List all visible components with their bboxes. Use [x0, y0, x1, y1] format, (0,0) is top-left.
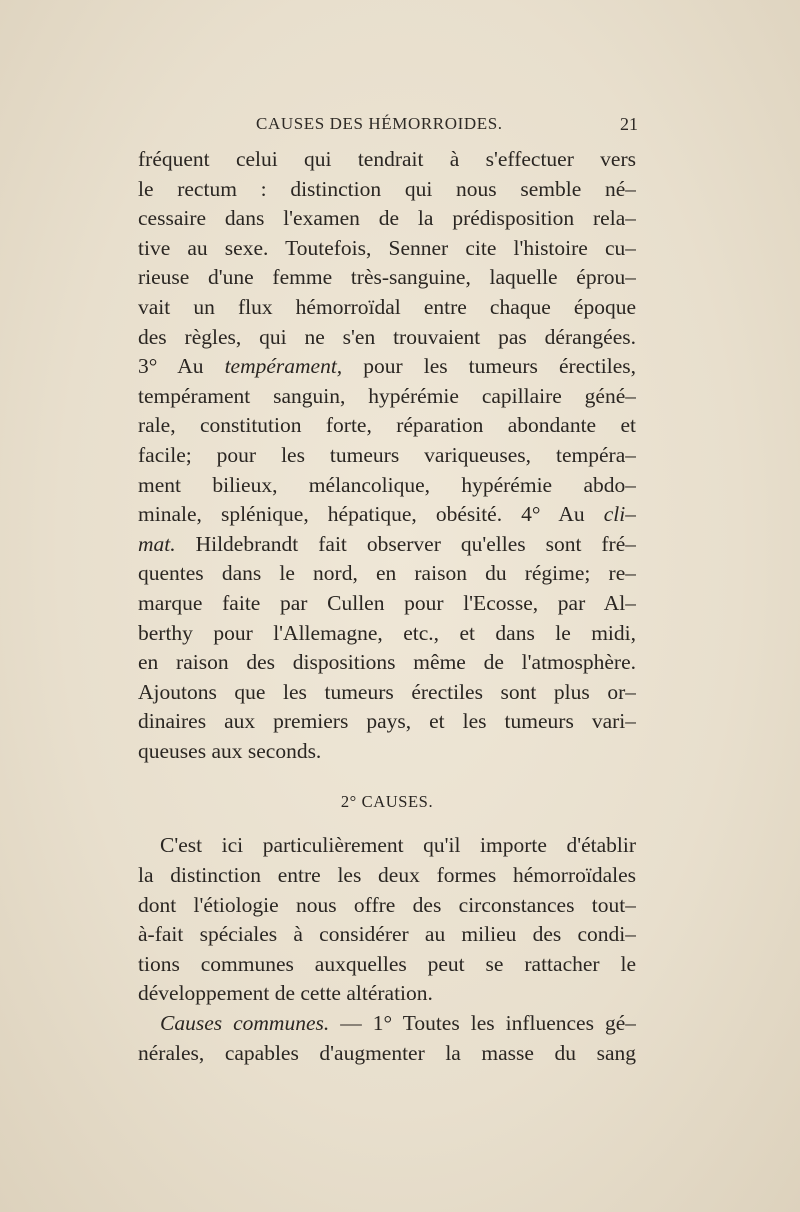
paragraph-causes-communes: [138, 1009, 636, 1068]
text-line: quentes dans le nord, en raison du régime; re–: [138, 561, 636, 586]
text-run: 3° Au: [138, 354, 225, 379]
text-line: tive au sexe. Toutefois, Senner cite l'histoire cu–: [138, 235, 636, 260]
italic-term: tempérament,: [224, 354, 343, 379]
text-line: nérales, capables d'augmenter la masse du sang: [138, 1040, 636, 1065]
text-line: des règles, qui ne s'en trouvaient pas dérangées.: [138, 324, 636, 349]
text-line: vait un flux hémorroïdal entre chaque époque: [138, 294, 636, 319]
text-line: facile; pour les tumeurs variqueuses, tempéra–: [138, 442, 636, 467]
text-line: [138, 352, 636, 382]
text-line: cessaire dans l'examen de la prédisposition rela–: [138, 206, 636, 231]
text-line: C'est ici particulièrement qu'il importe d'établir: [160, 833, 636, 858]
text-line: dinaires aux premiers pays, et les tumeurs vari–: [138, 709, 636, 734]
text-line: [138, 1009, 636, 1039]
text-line: le rectum : distinction qui nous semble né–: [138, 176, 636, 201]
running-head: CAUSES DES HÉMORROIDES.: [256, 114, 503, 133]
text-line: marque faite par Cullen pour l'Ecosse, par Al–: [138, 590, 636, 615]
text-line: la distinction entre les deux formes hémorroïdales: [138, 863, 636, 888]
text-line: [138, 530, 636, 560]
text-line: Ajoutons que les tumeurs érectiles sont plus or–: [138, 679, 636, 704]
text-run: Hildebrandt fait observer qu'elles sont fré–: [175, 531, 636, 556]
text-line: à-fait spéciales à considérer au milieu des condi–: [138, 922, 636, 947]
text-line: en raison des dispositions même de l'atmosphère.: [138, 650, 636, 675]
text-line: tempérament sanguin, hypérémie capillaire géné–: [138, 383, 636, 408]
text-run: pour les tumeurs érectiles,: [342, 354, 636, 379]
text-run: minale, splénique, hépatique, obésité. 4° Au: [138, 502, 604, 527]
text-run: — 1° Toutes les influences gé–: [329, 1011, 636, 1036]
text-line: dont l'étiologie nous offre des circonstances tout–: [138, 892, 636, 917]
italic-term: Causes communes.: [160, 1011, 330, 1036]
text-line: tions communes auxquelles peut se rattacher le: [138, 951, 636, 976]
text-line: ment bilieux, mélancolique, hypérémie abdo–: [138, 472, 636, 497]
page-number: 21: [620, 114, 638, 134]
page-body: [138, 145, 636, 1068]
text-line: développement de cette altération.: [138, 981, 433, 1006]
text-line: berthy pour l'Allemagne, etc., et dans le midi,: [138, 620, 636, 645]
text-line: fréquent celui qui tendrait à s'effectuer vers: [138, 147, 636, 171]
text-line: rieuse d'une femme très-sanguine, laquelle éprou–: [138, 265, 636, 290]
text-line: [138, 500, 636, 530]
paragraph-causes: [138, 831, 636, 1009]
text-line: queuses aux seconds.: [138, 738, 322, 763]
paragraph-predisposition: [138, 145, 636, 766]
text-line: rale, constitution forte, réparation abondante et: [138, 413, 636, 438]
section-heading: 2° CAUSES.: [340, 792, 434, 812]
italic-term: mat.: [138, 531, 176, 556]
italic-term: cli–: [603, 502, 636, 527]
page-header: [138, 114, 638, 144]
